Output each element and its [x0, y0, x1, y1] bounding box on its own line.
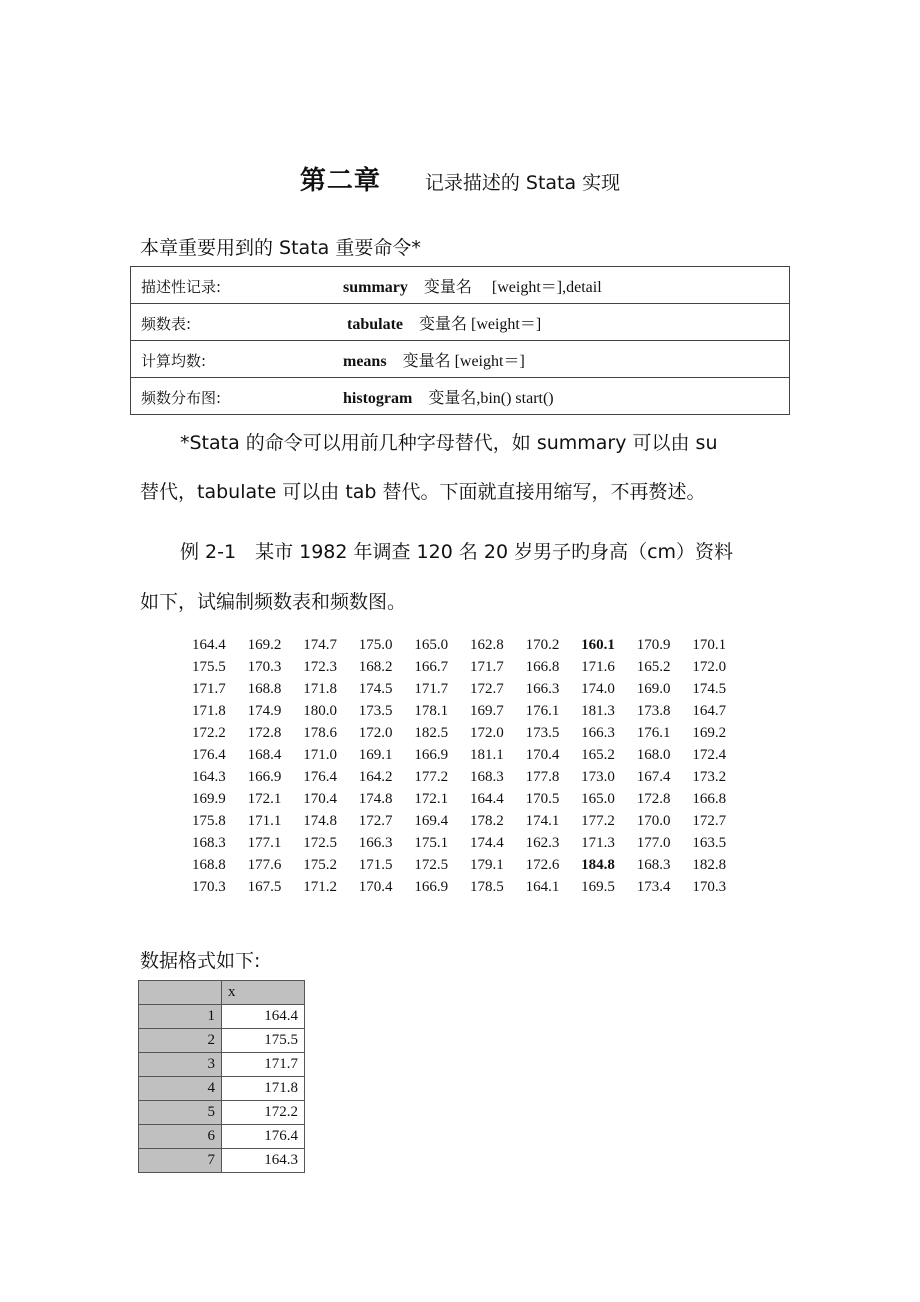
command-keyword: summary — [343, 278, 408, 296]
height-value: 169.7 — [469, 702, 504, 719]
format-row — [139, 1077, 305, 1101]
height-value: 170.3 — [247, 658, 282, 675]
height-value: 176.4 — [192, 746, 226, 763]
height-value: 166.3 — [358, 834, 393, 851]
height-value: 166.9 — [414, 878, 449, 895]
command-label: 频数表: — [141, 314, 192, 333]
height-value: 171.1 — [247, 812, 282, 829]
height-value: 172.6 — [525, 856, 560, 873]
row-value: 175.5 — [222, 1029, 305, 1053]
format-row — [139, 1149, 305, 1173]
height-value: 162.8 — [469, 636, 504, 653]
row-value: 172.2 — [222, 1101, 305, 1125]
data-row — [192, 700, 748, 722]
row-index: 4 — [139, 1077, 222, 1101]
chapter-title — [0, 160, 920, 197]
height-value: 174.4 — [469, 834, 504, 851]
row-value: 164.4 — [222, 1005, 305, 1029]
height-value: 170.0 — [636, 812, 671, 829]
data-row — [192, 854, 748, 876]
height-value: 169.9 — [192, 790, 226, 807]
data-row — [192, 722, 748, 744]
height-value: 177.0 — [636, 834, 671, 851]
height-value: 174.5 — [692, 680, 727, 697]
row-index: 5 — [139, 1101, 222, 1125]
row-value: 171.7 — [222, 1053, 305, 1077]
height-value: 173.0 — [581, 768, 615, 785]
command-cell — [131, 341, 790, 378]
height-value: 165.0 — [414, 636, 449, 653]
height-value: 177.8 — [525, 768, 560, 785]
command-row — [131, 267, 790, 304]
height-value: 169.2 — [692, 724, 727, 741]
height-value: 170.2 — [525, 636, 560, 653]
height-value: 180.0 — [303, 702, 337, 719]
height-value: 170.3 — [692, 878, 727, 895]
height-value: 165.2 — [636, 658, 671, 675]
command-cell — [131, 304, 790, 341]
height-value: 175.5 — [192, 658, 226, 675]
height-value: 162.3 — [525, 834, 560, 851]
height-value: 172.7 — [358, 812, 393, 829]
height-value: 174.9 — [247, 702, 282, 719]
height-value: 164.1 — [525, 878, 560, 895]
row-index: 1 — [139, 1005, 222, 1029]
height-value: 172.8 — [247, 724, 282, 741]
height-value: 172.7 — [692, 812, 727, 829]
height-value: 171.7 — [192, 680, 226, 697]
height-value: 166.3 — [525, 680, 560, 697]
height-value: 175.0 — [358, 636, 393, 653]
height-value: 168.4 — [247, 746, 282, 763]
row-value: 164.3 — [222, 1149, 305, 1173]
height-value: 171.2 — [303, 878, 337, 895]
height-value: 164.7 — [692, 702, 727, 719]
data-row — [192, 788, 748, 810]
row-index: 3 — [139, 1053, 222, 1077]
height-value: 167.5 — [247, 878, 282, 895]
data-row — [192, 744, 748, 766]
height-value: 164.4 — [469, 790, 504, 807]
corner-cell — [139, 981, 222, 1005]
height-value: 166.8 — [525, 658, 560, 675]
height-value: 182.8 — [692, 856, 727, 873]
height-value: 165.2 — [581, 746, 615, 763]
height-value: 174.7 — [303, 636, 337, 653]
height-value: 171.5 — [358, 856, 393, 873]
data-row — [192, 678, 748, 700]
height-value: 177.2 — [581, 812, 615, 829]
height-value: 178.6 — [303, 724, 337, 741]
height-value: 174.8 — [303, 812, 337, 829]
height-value: 174.8 — [358, 790, 393, 807]
height-value: 172.5 — [414, 856, 449, 873]
height-value: 164.3 — [192, 768, 226, 785]
height-value: 175.8 — [192, 812, 226, 829]
command-label: 计算均数: — [141, 351, 207, 370]
height-value: 170.4 — [358, 878, 393, 895]
note-line-2: 替代，tabulate 可以由 tab 替代。下面就直接用缩写，不再赘述。 — [140, 481, 706, 503]
data-row — [192, 634, 748, 656]
command-syntax: 变量名 [weight＝] — [386, 352, 525, 370]
row-index: 7 — [139, 1149, 222, 1173]
format-heading: 数据格式如下: — [140, 950, 261, 972]
height-value: 174.1 — [525, 812, 560, 829]
row-value: 171.8 — [222, 1077, 305, 1101]
chapter-number: 第二章 — [299, 166, 381, 196]
height-value: 169.1 — [358, 746, 393, 763]
height-value: 166.7 — [414, 658, 449, 675]
format-row — [139, 1053, 305, 1077]
height-value: 170.3 — [192, 878, 226, 895]
height-value: 171.6 — [581, 658, 615, 675]
example-line-1: 例 2-1 某市 1982 年调查 120 名 20 岁男子旳身高（cm）资料 — [180, 541, 734, 563]
height-value: 176.1 — [636, 724, 671, 741]
height-value: 172.1 — [247, 790, 282, 807]
command-syntax: 变量名,bin() start() — [412, 389, 554, 407]
height-value: 173.8 — [636, 702, 671, 719]
height-value: 168.3 — [192, 834, 226, 851]
row-value: 176.4 — [222, 1125, 305, 1149]
data-row — [192, 810, 748, 832]
command-cell — [131, 267, 790, 304]
command-syntax: 变量名 [weight＝],detail — [407, 278, 602, 296]
height-value: 172.4 — [692, 746, 727, 763]
height-value: 173.5 — [358, 702, 393, 719]
height-data-grid — [192, 634, 748, 898]
command-syntax: 变量名 [weight＝] — [403, 315, 542, 333]
command-row — [131, 341, 790, 378]
height-value: 179.1 — [469, 856, 504, 873]
height-value: 173.2 — [692, 768, 727, 785]
height-value: 171.7 — [414, 680, 449, 697]
command-label: 描述性记录: — [141, 277, 222, 296]
height-value: 178.2 — [469, 812, 504, 829]
height-value: 169.0 — [636, 680, 671, 697]
data-row — [192, 766, 748, 788]
height-value: 164.2 — [358, 768, 393, 785]
command-keyword: tabulate — [343, 315, 403, 333]
height-value: 170.9 — [636, 636, 671, 653]
height-value: 176.1 — [525, 702, 560, 719]
height-value: 172.8 — [636, 790, 671, 807]
height-value: 184.8 — [581, 856, 615, 873]
format-row — [139, 1029, 305, 1053]
height-value: 172.0 — [358, 724, 393, 741]
format-header-row — [139, 981, 305, 1005]
height-value: 171.8 — [192, 702, 226, 719]
height-value: 170.1 — [692, 636, 727, 653]
height-value: 175.1 — [414, 834, 449, 851]
height-value: 160.1 — [581, 636, 615, 653]
data-row — [192, 656, 748, 678]
height-value: 171.0 — [303, 746, 337, 763]
height-value: 177.1 — [247, 834, 282, 851]
height-value: 172.3 — [303, 658, 337, 675]
height-value: 176.4 — [303, 768, 337, 785]
height-value: 168.3 — [636, 856, 671, 873]
data-row — [192, 832, 748, 854]
command-keyword: means — [343, 352, 387, 370]
height-value: 171.8 — [303, 680, 337, 697]
height-value: 163.5 — [692, 834, 727, 851]
height-value: 170.4 — [525, 746, 560, 763]
example-line-2: 如下，试编制频数表和频数图。 — [140, 591, 407, 613]
height-value: 166.8 — [692, 790, 727, 807]
height-value: 172.0 — [692, 658, 727, 675]
height-value: 172.0 — [469, 724, 504, 741]
height-value: 166.9 — [247, 768, 282, 785]
height-value: 177.6 — [247, 856, 282, 873]
height-value: 174.0 — [581, 680, 615, 697]
row-index: 6 — [139, 1125, 222, 1149]
format-row — [139, 1005, 305, 1029]
command-keyword: histogram — [343, 389, 413, 407]
height-value: 171.7 — [469, 658, 504, 675]
format-row — [139, 1101, 305, 1125]
note-line-1: *Stata 的命令可以用前几种字母替代，如 summary 可以由 su — [180, 432, 718, 454]
height-value: 169.2 — [247, 636, 282, 653]
height-value: 168.0 — [636, 746, 671, 763]
height-value: 173.4 — [636, 878, 671, 895]
height-value: 173.5 — [525, 724, 560, 741]
height-value: 172.1 — [414, 790, 449, 807]
commands-table — [130, 266, 790, 415]
height-value: 169.5 — [581, 878, 615, 895]
format-row — [139, 1125, 305, 1149]
row-index: 2 — [139, 1029, 222, 1053]
height-value: 178.5 — [469, 878, 504, 895]
height-value: 166.9 — [414, 746, 449, 763]
height-value: 168.8 — [247, 680, 282, 697]
height-value: 168.3 — [469, 768, 504, 785]
height-value: 177.2 — [414, 768, 449, 785]
height-value: 167.4 — [636, 768, 671, 785]
command-label: 频数分布图: — [141, 388, 222, 407]
height-value: 181.1 — [469, 746, 504, 763]
height-value: 182.5 — [414, 724, 449, 741]
height-value: 171.3 — [581, 834, 615, 851]
column-header-x: x — [222, 981, 305, 1005]
height-value: 172.7 — [469, 680, 504, 697]
command-cell — [131, 378, 790, 415]
height-value: 175.2 — [303, 856, 337, 873]
height-value: 172.5 — [303, 834, 337, 851]
height-value: 181.3 — [581, 702, 615, 719]
height-value: 174.5 — [358, 680, 393, 697]
chapter-subtitle: 记录描述的 Stata 实现 — [424, 172, 621, 194]
height-value: 178.1 — [414, 702, 449, 719]
commands-heading: 本章重要用到的 Stata 重要命令* — [140, 237, 421, 259]
data-format-table — [138, 980, 305, 1173]
height-value: 164.4 — [192, 636, 226, 653]
height-value: 168.2 — [358, 658, 393, 675]
height-value: 166.3 — [581, 724, 615, 741]
command-row — [131, 378, 790, 415]
height-value: 165.0 — [581, 790, 615, 807]
height-value: 172.2 — [192, 724, 226, 741]
height-value: 168.8 — [192, 856, 226, 873]
height-value: 169.4 — [414, 812, 449, 829]
height-value: 170.5 — [525, 790, 560, 807]
command-row — [131, 304, 790, 341]
height-value: 170.4 — [303, 790, 337, 807]
data-row — [192, 876, 748, 898]
